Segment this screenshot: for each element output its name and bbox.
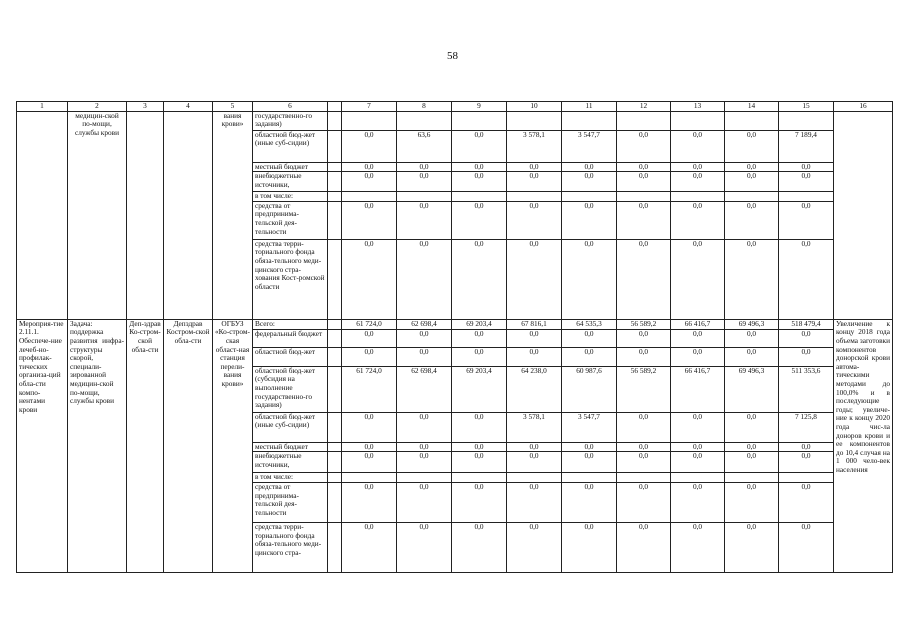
amount-cell: 0,0 (507, 162, 562, 172)
amount-cell: 0,0 (779, 162, 834, 172)
amount-cell: 7 189,4 (779, 130, 834, 162)
cell-col3: Деп-здрав Ко-стром-ской обла-сти (127, 319, 164, 572)
column-header-17: 16 (834, 102, 893, 112)
cell-col2: медицин-ской по-мощи, службы крови (68, 111, 127, 319)
amount-cell (452, 473, 507, 483)
funding-source-label: местный бюджет (253, 442, 328, 452)
amount-cell: 0,0 (507, 452, 562, 473)
amount-cell: 61 724,0 (342, 366, 397, 412)
amount-cell: 3 547,7 (562, 412, 617, 442)
spacer-cell (328, 192, 342, 202)
column-header-row (17, 102, 893, 112)
empty-cell (17, 111, 68, 319)
amount-cell: 0,0 (452, 172, 507, 192)
amount-cell: 0,0 (779, 172, 834, 192)
funding-source-label: областной бюд-жет (иные суб-сидии) (253, 412, 328, 442)
amount-cell: 3 547,7 (562, 130, 617, 162)
funding-source-label: средства от предпринима-тельской дея-тельности (253, 201, 328, 239)
funding-source-label: государственно-го задания) (253, 111, 328, 130)
amount-cell: 0,0 (342, 162, 397, 172)
amount-cell: 0,0 (725, 130, 779, 162)
spacer-cell (328, 111, 342, 130)
column-header-7 (328, 102, 342, 112)
cell-col5: ОГБУЗ «Ко-стром-ская област-ная станция перели-вания крови» (213, 319, 253, 572)
amount-cell: 0,0 (342, 130, 397, 162)
amount-cell: 0,0 (397, 239, 452, 319)
amount-cell: 0,0 (671, 130, 725, 162)
amount-cell: 0,0 (617, 412, 671, 442)
amount-cell: 0,0 (452, 482, 507, 522)
amount-cell: 69 496,3 (725, 319, 779, 329)
amount-cell: 0,0 (397, 201, 452, 239)
column-header-15: 14 (725, 102, 779, 112)
amount-cell: 0,0 (671, 482, 725, 522)
amount-cell (397, 192, 452, 202)
amount-cell (342, 473, 397, 483)
spacer-cell (328, 366, 342, 412)
funding-source-label: Всего: (253, 319, 328, 329)
amount-cell: 0,0 (507, 482, 562, 522)
amount-cell: 3 578,1 (507, 130, 562, 162)
amount-cell: 69 203,4 (452, 319, 507, 329)
amount-cell: 66 416,7 (671, 319, 725, 329)
amount-cell: 0,0 (452, 412, 507, 442)
amount-cell (397, 111, 452, 130)
amount-cell (671, 192, 725, 202)
column-header-6: 6 (253, 102, 328, 112)
funding-source-label: в том числе: (253, 473, 328, 483)
cell-col4: Депздрав Костром-ской обла-сти (164, 319, 213, 572)
amount-cell: 0,0 (617, 442, 671, 452)
spacer-cell (328, 473, 342, 483)
amount-cell: 0,0 (342, 329, 397, 347)
column-header-2: 2 (68, 102, 127, 112)
column-header-14: 13 (671, 102, 725, 112)
amount-cell: 0,0 (725, 239, 779, 319)
amount-cell: 0,0 (562, 522, 617, 572)
amount-cell (779, 111, 834, 130)
amount-cell: 0,0 (671, 412, 725, 442)
amount-cell: 0,0 (562, 442, 617, 452)
amount-cell: 0,0 (507, 522, 562, 572)
amount-cell: 0,0 (452, 239, 507, 319)
amount-cell: 0,0 (617, 329, 671, 347)
amount-cell (725, 473, 779, 483)
amount-cell: 0,0 (617, 162, 671, 172)
amount-cell: 0,0 (562, 329, 617, 347)
column-header-11: 10 (507, 102, 562, 112)
amount-cell: 0,0 (779, 442, 834, 452)
amount-cell: 0,0 (562, 482, 617, 522)
spacer-cell (328, 201, 342, 239)
budget-table (16, 101, 893, 573)
cell-col5: вания крови» (213, 111, 253, 319)
column-header-8: 7 (342, 102, 397, 112)
amount-cell: 0,0 (397, 482, 452, 522)
amount-cell: 0,0 (617, 452, 671, 473)
amount-cell: 0,0 (507, 347, 562, 366)
amount-cell: 0,0 (452, 162, 507, 172)
amount-cell (779, 473, 834, 483)
amount-cell: 0,0 (562, 172, 617, 192)
amount-cell: 0,0 (507, 201, 562, 239)
amount-cell: 0,0 (342, 347, 397, 366)
amount-cell: 0,0 (452, 329, 507, 347)
amount-cell: 0,0 (342, 482, 397, 522)
amount-cell: 0,0 (671, 239, 725, 319)
spacer-cell (328, 162, 342, 172)
amount-cell (725, 192, 779, 202)
amount-cell: 0,0 (671, 201, 725, 239)
column-header-10: 9 (452, 102, 507, 112)
amount-cell: 0,0 (617, 130, 671, 162)
column-header-16: 15 (779, 102, 834, 112)
amount-cell: 62 698,4 (397, 319, 452, 329)
funding-source-label: областной бюд-жет (иные суб-сидии) (253, 130, 328, 162)
amount-cell (452, 111, 507, 130)
spacer-cell (328, 319, 342, 329)
spacer-cell (328, 239, 342, 319)
amount-cell: 56 589,2 (617, 319, 671, 329)
amount-cell: 0,0 (397, 412, 452, 442)
amount-cell (507, 473, 562, 483)
amount-cell: 0,0 (452, 522, 507, 572)
column-header-13: 12 (617, 102, 671, 112)
column-header-5: 5 (213, 102, 253, 112)
amount-cell: 0,0 (507, 442, 562, 452)
amount-cell: 0,0 (779, 347, 834, 366)
empty-cell (164, 111, 213, 319)
amount-cell: 0,0 (562, 201, 617, 239)
amount-cell: 0,0 (671, 347, 725, 366)
amount-cell: 7 125,8 (779, 412, 834, 442)
amount-cell: 0,0 (397, 452, 452, 473)
amount-cell: 0,0 (779, 482, 834, 522)
amount-cell: 0,0 (671, 522, 725, 572)
amount-cell: 56 589,2 (617, 366, 671, 412)
funding-source-label: в том числе: (253, 192, 328, 202)
spacer-cell (328, 172, 342, 192)
funding-source-label: областной бюд-жет (253, 347, 328, 366)
amount-cell: 0,0 (671, 329, 725, 347)
amount-cell: 0,0 (671, 172, 725, 192)
amount-cell: 0,0 (507, 329, 562, 347)
amount-cell: 62 698,4 (397, 366, 452, 412)
amount-cell (452, 192, 507, 202)
amount-cell: 0,0 (725, 172, 779, 192)
amount-cell: 0,0 (725, 452, 779, 473)
spacer-cell (328, 130, 342, 162)
amount-cell: 0,0 (617, 347, 671, 366)
spacer-cell (328, 522, 342, 572)
amount-cell: 0,0 (725, 329, 779, 347)
amount-cell: 0,0 (397, 329, 452, 347)
amount-cell: 0,0 (779, 522, 834, 572)
amount-cell: 0,0 (342, 172, 397, 192)
column-header-3: 3 (127, 102, 164, 112)
amount-cell: 0,0 (617, 239, 671, 319)
spacer-cell (328, 482, 342, 522)
amount-cell (562, 192, 617, 202)
amount-cell (342, 111, 397, 130)
budget-row (17, 111, 893, 130)
amount-cell (671, 111, 725, 130)
funding-source-label: средства терри-ториального фонда обяза-тельного меди-цинского стра- (253, 522, 328, 572)
amount-cell: 0,0 (779, 239, 834, 319)
amount-cell: 0,0 (397, 442, 452, 452)
amount-cell: 66 416,7 (671, 366, 725, 412)
amount-cell (779, 192, 834, 202)
cell-col1: Мероприя-тие 2.11.1. Обеспече-ние лечеб-но-профилак-тических организа-ций обла-сти компо-нентами крови (17, 319, 68, 572)
amount-cell (562, 111, 617, 130)
amount-cell: 0,0 (725, 522, 779, 572)
funding-source-label: средства от предпринима-тельской дея-тельности (253, 482, 328, 522)
amount-cell: 0,0 (507, 172, 562, 192)
amount-cell: 0,0 (507, 239, 562, 319)
column-header-1: 1 (17, 102, 68, 112)
funding-source-label: федеральный бюджет (253, 329, 328, 347)
amount-cell (617, 111, 671, 130)
amount-cell: 64 535,3 (562, 319, 617, 329)
empty-cell (834, 111, 893, 319)
amount-cell (671, 473, 725, 483)
amount-cell: 0,0 (562, 162, 617, 172)
amount-cell: 63,6 (397, 130, 452, 162)
spacer-cell (328, 452, 342, 473)
amount-cell: 511 353,6 (779, 366, 834, 412)
amount-cell: 67 816,1 (507, 319, 562, 329)
column-header-12: 11 (562, 102, 617, 112)
empty-cell (127, 111, 164, 319)
amount-cell: 60 987,6 (562, 366, 617, 412)
amount-cell: 0,0 (779, 201, 834, 239)
amount-cell (507, 192, 562, 202)
amount-cell: 0,0 (397, 522, 452, 572)
amount-cell: 69 496,3 (725, 366, 779, 412)
amount-cell: 0,0 (452, 347, 507, 366)
amount-cell: 518 479,4 (779, 319, 834, 329)
amount-cell: 0,0 (342, 239, 397, 319)
amount-cell: 0,0 (617, 522, 671, 572)
amount-cell (725, 111, 779, 130)
amount-cell: 0,0 (617, 482, 671, 522)
amount-cell (342, 192, 397, 202)
cell-col16: Увеличение к концу 2018 года объема заготовки компонентов донорской крови автома-тическими методами до 100,0% и в последующие годы; увеличе-ние к концу 2020 года чис-ла доноров крови и ее компонентов до 10,4 случая на 1 000 чело-век населения (834, 319, 893, 572)
amount-cell: 0,0 (725, 347, 779, 366)
amount-cell: 0,0 (452, 442, 507, 452)
amount-cell: 0,0 (397, 172, 452, 192)
funding-source-label: внебюджетные источники, (253, 172, 328, 192)
amount-cell: 0,0 (342, 201, 397, 239)
amount-cell: 0,0 (452, 130, 507, 162)
amount-cell: 0,0 (725, 442, 779, 452)
amount-cell: 64 238,0 (507, 366, 562, 412)
cell-col2: Задача: поддержка развития инфра-структуры скорой, специали-зированной медицин-ской по-мощи, службы крови (68, 319, 127, 572)
budget-row (17, 319, 893, 329)
amount-cell: 0,0 (779, 329, 834, 347)
amount-cell: 0,0 (617, 172, 671, 192)
amount-cell: 0,0 (342, 452, 397, 473)
amount-cell: 0,0 (342, 522, 397, 572)
amount-cell (562, 473, 617, 483)
amount-cell: 0,0 (671, 452, 725, 473)
page-number: 58 (447, 50, 458, 62)
amount-cell: 0,0 (452, 201, 507, 239)
amount-cell: 0,0 (617, 201, 671, 239)
column-header-4: 4 (164, 102, 213, 112)
column-header-9: 8 (397, 102, 452, 112)
amount-cell (617, 473, 671, 483)
amount-cell: 61 724,0 (342, 319, 397, 329)
funding-source-label: местный бюджет (253, 162, 328, 172)
amount-cell: 0,0 (342, 442, 397, 452)
amount-cell: 0,0 (725, 201, 779, 239)
amount-cell: 0,0 (725, 412, 779, 442)
amount-cell: 3 578,1 (507, 412, 562, 442)
amount-cell (617, 192, 671, 202)
amount-cell: 0,0 (671, 442, 725, 452)
amount-cell: 0,0 (397, 347, 452, 366)
amount-cell: 0,0 (452, 452, 507, 473)
amount-cell: 0,0 (779, 452, 834, 473)
spacer-cell (328, 412, 342, 442)
amount-cell: 0,0 (725, 162, 779, 172)
spacer-cell (328, 442, 342, 452)
amount-cell: 0,0 (562, 452, 617, 473)
amount-cell: 0,0 (671, 162, 725, 172)
amount-cell: 0,0 (397, 162, 452, 172)
spacer-cell (328, 347, 342, 366)
funding-source-label: областной бюд-жет (субсидия на выполнение государственно-го задания) (253, 366, 328, 412)
amount-cell: 0,0 (562, 347, 617, 366)
amount-cell: 0,0 (342, 412, 397, 442)
funding-source-label: средства терри-ториального фонда обяза-тельного меди-цинского стра-хования Кост-ромской области (253, 239, 328, 319)
funding-source-label: внебюджетные источники, (253, 452, 328, 473)
amount-cell (507, 111, 562, 130)
spacer-cell (328, 329, 342, 347)
amount-cell: 0,0 (725, 482, 779, 522)
amount-cell: 69 203,4 (452, 366, 507, 412)
amount-cell (397, 473, 452, 483)
amount-cell: 0,0 (562, 239, 617, 319)
